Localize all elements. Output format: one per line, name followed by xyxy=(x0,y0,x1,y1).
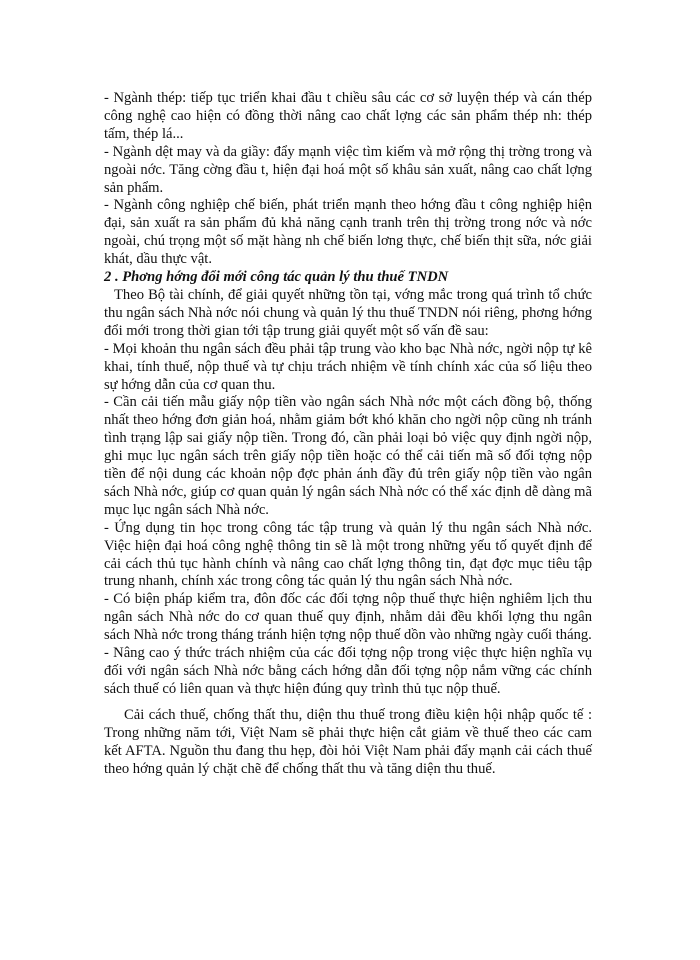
paragraph-textile-industry: - Ngành dệt may và da giầy: đẩy mạnh việc tìm kiếm và mở rộng thị trờng trong và ngoài nớc. Tăng cờng đầu t, hiện đại hoá một số khâu sản xuất, nâng cao chất lợng sản phẩm. xyxy=(104,143,592,196)
paragraph-ministry-intro: Theo Bộ tài chính, để giải quyết những tồn tại, vớng mắc trong quá trình tổ chức thu ngân sách Nhà nớc nói chung và quản lý thu thuế TNDN nói riêng, phơng hớng đổi mới trong thời gian tới tập trung giải quyết một số vấn đề sau: xyxy=(104,286,592,339)
section-heading: 2 . Phơng hớng đổi mới công tác quản lý thu thuế TNDN xyxy=(104,269,449,286)
paragraph-processing-industry: - Ngành công nghiệp chế biến, phát triển mạnh theo hớng đầu t công nghiệp hiện đại, sản xuất ra sản phẩm đủ khả năng cạnh tranh trên thị trờng trong nớc và nớc ngoài, chú trọng một số mặt hàng nh chế biến lơng thực, chế biến thịt sữa, nớc giải khát, dầu thực vật. xyxy=(104,197,592,268)
document-page xyxy=(104,90,592,778)
paragraph-tax-reform: Cải cách thuế, chống thất thu, diện thu thuế trong điều kiện hội nhập quốc tế : Trong những năm tới, Việt Nam sẽ phải thực hiện cắt giảm về thuế theo các cam kết AFTA. Nguồn thu đang thu hẹp, đòi hỏi Việt Nam phải đẩy mạnh cải cách thuế theo hớng quản lý chặt chẽ để chống thất thu và tăng diện thu thuế. xyxy=(104,706,592,777)
paragraph-treasury-collection: - Mọi khoản thu ngân sách đều phải tập trung vào kho bạc Nhà nớc, ngời nộp tự kê khai, tính thuế, nộp thuế và tự chịu trách nhiệm về tính chính xác của số liệu theo sự hớng dẫn của cơ quan thu. xyxy=(104,340,592,393)
paragraph-taxpayer-awareness: - Nâng cao ý thức trách nhiệm của các đối tợng nộp trong việc thực hiện nghĩa vụ đối với ngân sách Nhà nớc bằng cách hớng dẫn đối tợng nộp nắm vững các chính sách thuế có liên quan và thực hiện đúng quy trình thủ tục nộp thuế. xyxy=(104,645,592,697)
paragraph-it-application: - Ứng dụng tin học trong công tác tập trung và quản lý thu ngân sách Nhà nớc. Việc hiện đại hoá công nghệ thông tin sẽ là một trong những yếu tố quyết định để cải cách thủ tục hành chính và nâng cao chất lợng thông tin, đạt đợc mục tiêu tập trung nhanh, chính xác trong công tác quản lý thu ngân sách Nhà nớc. xyxy=(104,519,592,590)
paragraph-payment-form-reform: - Cần cải tiến mẫu giấy nộp tiền vào ngân sách Nhà nớc một cách đồng bộ, thống nhất theo hớng đơn giản hoá, nhằm giảm bớt khó khăn cho ngời nộp cũng nh tránh tình trạng lập sai giấy nộp tiền. Trong đó, cần phải loại bỏ việc quy định ngời nộp, ghi mục lục ngân sách trên giấy nộp tiền hoặc có thể cải tiến mã số đối tợng nộp tiền để nội dung các khoản nộp đợc phản ánh đầy đủ trên giấy nộp tiền vào ngân sách Nhà nớc, giúp cơ quan quản lý ngân sách Nhà nớc có thể xác định dễ dàng mã mục lục ngân sách Nhà nớc. xyxy=(104,394,592,518)
paragraph-inspection-measures: - Có biện pháp kiểm tra, đôn đốc các đối tợng nộp thuế thực hiện nghiêm lịch thu ngân sách Nhà nớc do cơ quan thuế quy định, nhằm dải đều khối lợng thu ngân sách Nhà nớc trong tháng tránh hiện tợng nộp thuế dồn vào những ngày cuối tháng. xyxy=(104,591,592,644)
paragraph-steel-industry: - Ngành thép: tiếp tục triển khai đầu t chiều sâu các cơ sở luyện thép và cán thép công nghệ cao hiện có đồng thời nâng cao chất lợng các sản phẩm thép nh: thép tấm, thép lá... xyxy=(104,90,592,142)
